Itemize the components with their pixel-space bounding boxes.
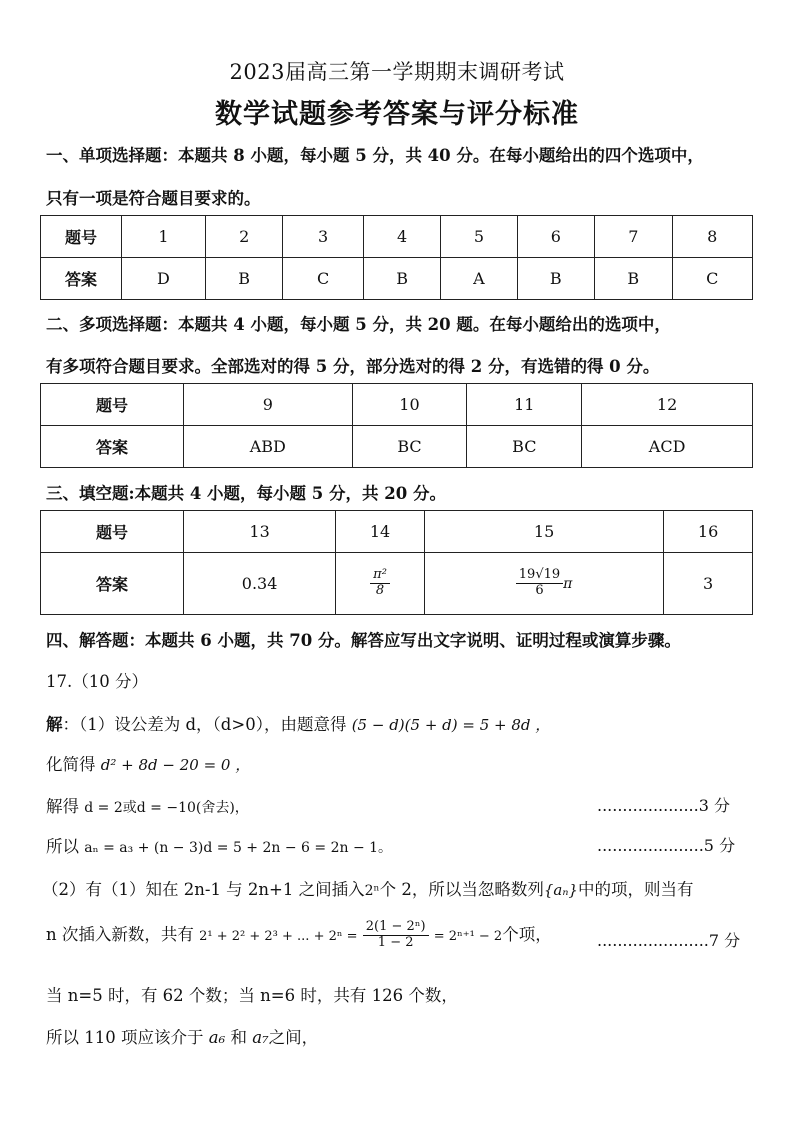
text: 和 bbox=[230, 1028, 247, 1047]
fraction-numerator: 19√19 bbox=[516, 568, 563, 584]
solution-line-3 bbox=[46, 793, 249, 817]
section1-heading-line2: 只有一项是符合题目要求的。 bbox=[46, 189, 261, 208]
table-cell: 5 bbox=[441, 216, 517, 258]
table-cell: 16 bbox=[664, 511, 753, 553]
table-cell: C bbox=[672, 258, 752, 300]
row-label-answer: 答案 bbox=[41, 553, 184, 615]
table-row bbox=[41, 384, 753, 426]
score-marker: ....................3 分 bbox=[597, 796, 730, 815]
section1-heading-line1: 一、单项选择题：本题共 8 小题，每小题 5 分，共 40 分。在每小题给出的四个选项中， bbox=[46, 146, 704, 165]
text: 个项， bbox=[502, 924, 552, 944]
math-expression: d² + 8d − 20 = 0 ， bbox=[100, 756, 251, 774]
text: 所以 110 项应该介于 bbox=[46, 1028, 204, 1047]
text: n 次插入新数，共有 bbox=[46, 924, 194, 944]
table-row bbox=[41, 553, 753, 615]
text: ：（1）设公差为 d，（d>0），由题意得 bbox=[62, 715, 347, 734]
table-cell: BC bbox=[467, 426, 582, 468]
section3-heading: 三、填空题:本题共 4 小题，每小题 5 分，共 20 分。 bbox=[46, 484, 446, 503]
fraction-denominator: 8 bbox=[375, 583, 385, 598]
table-row bbox=[41, 426, 753, 468]
text: 化简得 bbox=[46, 755, 96, 774]
table-cell: 14 bbox=[336, 511, 425, 553]
text: 中的项，则当有 bbox=[577, 880, 694, 899]
math-expression: aₙ = a₃ + (n − 3)d = 5 + 2n − 6 = 2n − 1。 bbox=[84, 840, 393, 856]
math-expression: {aₙ} bbox=[543, 881, 578, 899]
table-cell: ACD bbox=[582, 426, 753, 468]
table-row bbox=[41, 258, 753, 300]
pi-symbol: π bbox=[563, 576, 573, 592]
score-marker: ......................7 分 bbox=[597, 931, 741, 950]
table-cell: B bbox=[363, 258, 440, 300]
table-cell: BC bbox=[352, 426, 467, 468]
text: 个 2，所以当忽略数列 bbox=[379, 880, 544, 899]
table-cell: 11 bbox=[467, 384, 582, 426]
table-cell: 3 bbox=[664, 553, 753, 615]
math-expression: 2ⁿ bbox=[364, 883, 380, 899]
table-cell: 7 bbox=[595, 216, 672, 258]
solution-line-6 bbox=[46, 920, 552, 951]
section2-heading-line1: 二、多项选择题：本题共 4 小题，每小题 5 分，共 20 题。在每小题给出的选项中， bbox=[46, 315, 671, 334]
fraction-denominator: 1 − 2 bbox=[377, 934, 414, 950]
text: 之间， bbox=[268, 1028, 319, 1047]
answer-14-fraction bbox=[370, 568, 390, 599]
table-cell: 2 bbox=[205, 216, 282, 258]
table-cell: 10 bbox=[352, 384, 467, 426]
solution-line-8 bbox=[46, 1024, 318, 1048]
math-expression: (5 − d)(5 + d) = 5 + 8d ， bbox=[351, 716, 551, 734]
math-expression: 2¹ + 2² + 2³ + ... + 2ⁿ = bbox=[199, 928, 358, 944]
fraction-numerator: π² bbox=[370, 568, 390, 584]
solution-line-2 bbox=[46, 751, 250, 775]
table-cell: 13 bbox=[184, 511, 336, 553]
row-label-number: 题号 bbox=[41, 216, 122, 258]
table-cell: B bbox=[595, 258, 672, 300]
table-cell: D bbox=[122, 258, 206, 300]
fraction-denominator: 6 bbox=[535, 583, 544, 598]
table-cell: 1 bbox=[122, 216, 206, 258]
fill-in-answer-table bbox=[40, 510, 753, 615]
table-cell bbox=[424, 553, 663, 615]
table-cell: ABD bbox=[184, 426, 353, 468]
math-term: a₇ bbox=[252, 1028, 269, 1047]
row-label-answer: 答案 bbox=[41, 258, 122, 300]
section4-heading: 四、解答题：本题共 6 小题，共 70 分。解答应写出文字说明、证明过程或演算步骤。 bbox=[46, 631, 681, 650]
solution-line-4 bbox=[46, 833, 392, 857]
text: 解得 bbox=[46, 797, 79, 816]
table-cell: C bbox=[283, 258, 363, 300]
table-cell: 12 bbox=[582, 384, 753, 426]
text: （2）有（1）知在 2n-1 与 2n+1 之间插入 bbox=[42, 880, 365, 899]
solution-line-7: 当 n=5 时，有 62 个数；当 n=6 时，共有 126 个数， bbox=[46, 986, 458, 1005]
single-choice-answer-table bbox=[40, 215, 753, 300]
table-cell bbox=[336, 553, 425, 615]
exam-title: 2023届高三第一学期期末调研考试 bbox=[229, 60, 565, 84]
table-cell: 9 bbox=[184, 384, 353, 426]
math-expression: d = 2或d = −10(舍去)， bbox=[84, 800, 249, 816]
table-row bbox=[41, 511, 753, 553]
table-cell: B bbox=[205, 258, 282, 300]
solution-line-5 bbox=[42, 876, 693, 900]
table-cell: 0.34 bbox=[184, 553, 336, 615]
sum-fraction bbox=[363, 920, 429, 951]
document-title: 数学试题参考答案与评分标准 bbox=[215, 99, 579, 130]
solution-prefix: 解 bbox=[46, 715, 63, 734]
row-label-number: 题号 bbox=[41, 511, 184, 553]
table-row bbox=[41, 216, 753, 258]
solution-line-1 bbox=[46, 711, 550, 735]
question-17-label: 17.（10 分） bbox=[46, 672, 148, 691]
table-cell: 4 bbox=[363, 216, 440, 258]
math-term: a₆ bbox=[208, 1028, 226, 1047]
fraction-numerator: 2(1 − 2ⁿ) bbox=[363, 920, 429, 936]
answer-15-fraction bbox=[516, 568, 563, 599]
row-label-number: 题号 bbox=[41, 384, 184, 426]
multi-choice-answer-table bbox=[40, 383, 753, 468]
section2-heading-line2: 有多项符合题目要求。全部选对的得 5 分，部分选对的得 2 分，有选错的得 0 分。 bbox=[46, 357, 660, 376]
row-label-answer: 答案 bbox=[41, 426, 184, 468]
score-marker: .....................5 分 bbox=[597, 836, 736, 855]
table-cell: A bbox=[441, 258, 517, 300]
table-cell: 6 bbox=[517, 216, 594, 258]
table-cell: 8 bbox=[672, 216, 752, 258]
math-expression: = 2ⁿ⁺¹ − 2 bbox=[433, 928, 503, 944]
table-cell: 15 bbox=[424, 511, 663, 553]
text: 所以 bbox=[46, 837, 79, 856]
table-cell: 3 bbox=[283, 216, 363, 258]
table-cell: B bbox=[517, 258, 594, 300]
